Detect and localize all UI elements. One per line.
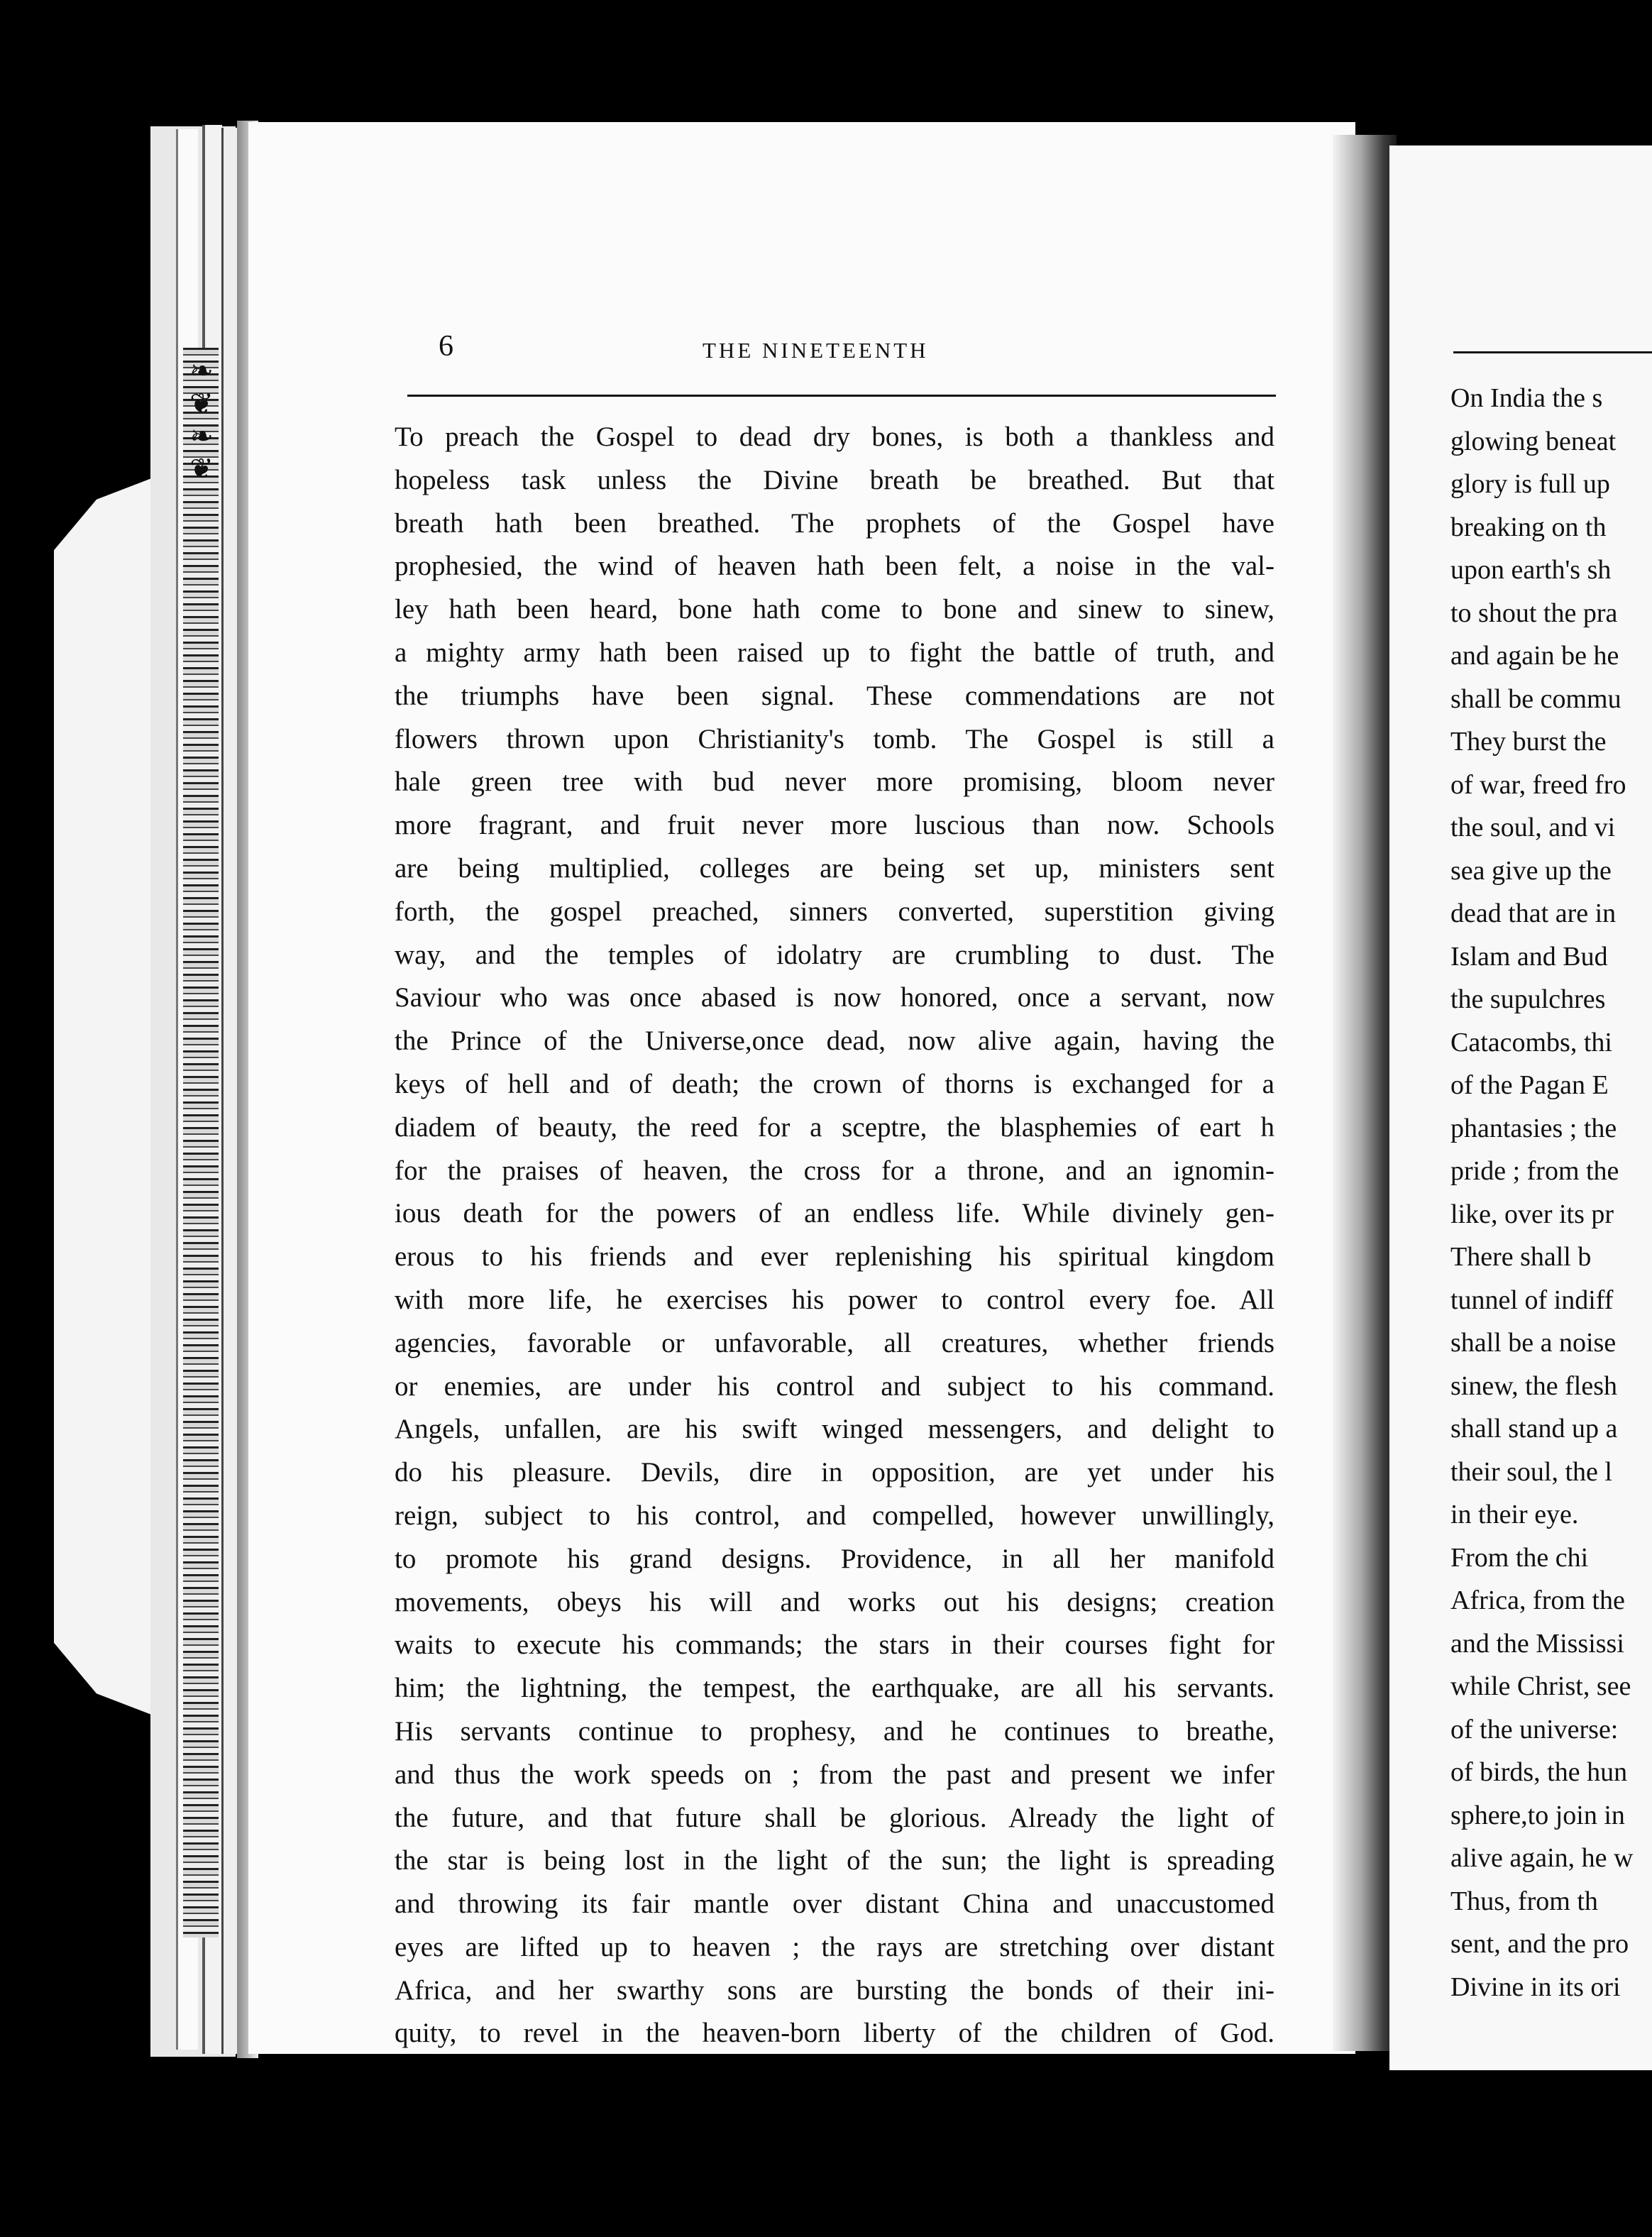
text-line: the soul, and vi xyxy=(1450,813,1616,842)
text-line: hale green tree with bud never more promising, bloom never xyxy=(395,766,1274,798)
text-line: erous to his friends and ever replenishing his spiritual kingdom xyxy=(395,1241,1274,1273)
text-line: while Christ, see xyxy=(1450,1671,1631,1701)
text-line: the triumphs have been signal. These commendations are not xyxy=(395,680,1274,711)
text-line: Africa, from the xyxy=(1450,1585,1625,1615)
gutter-shadow xyxy=(1333,135,1397,2051)
text-line: to promote his grand designs. Providence, in all her manifold xyxy=(395,1543,1274,1574)
text-line: breath hath been breathed. The prophets of the Gospel have xyxy=(395,507,1274,539)
text-line: dead that are in xyxy=(1450,898,1617,928)
text-line: Islam and Bud xyxy=(1450,941,1608,972)
text-line: the Prince of the Universe,once dead, now alive again, having the xyxy=(395,1026,1274,1057)
text-line: quity, to revel in the heaven-born liberty of the children of God. xyxy=(395,2018,1274,2049)
text-line: upon earth's sh xyxy=(1450,555,1612,585)
text-line: and thus the work speeds on ; from the past and present we infer xyxy=(395,1759,1274,1790)
text-line: Saviour who was once abased is now honored, once a servant, now xyxy=(395,982,1274,1013)
page-body-text xyxy=(395,416,1274,2055)
text-line: way, and the temples of idolatry are crumbling to dust. The xyxy=(395,939,1274,970)
text-line: of birds, the hun xyxy=(1450,1757,1628,1787)
text-line: Divine in its ori xyxy=(1450,1972,1621,2002)
text-line: breaking on th xyxy=(1450,512,1607,542)
text-line: their soul, the l xyxy=(1450,1456,1612,1487)
text-line: him; the lightning, the tempest, the earthquake, are all his servants. xyxy=(395,1673,1274,1704)
text-line: To preach the Gospel to dead dry bones, is both a thankless and xyxy=(395,422,1274,452)
text-line: sphere,to join in xyxy=(1450,1800,1625,1830)
text-line: the future, and that future shall be glorious. Already the light of xyxy=(395,1802,1274,1833)
text-line: and the Mississi xyxy=(1450,1628,1624,1659)
text-line: and throwing its fair mantle over distant China and unaccustomed xyxy=(395,1889,1274,1920)
text-line: do his pleasure. Devils, dire in opposition, are yet under his xyxy=(395,1457,1274,1488)
text-line: the supulchres xyxy=(1450,984,1606,1014)
text-line: flowers thrown upon Christianity's tomb. The Gospel is still a xyxy=(395,723,1274,754)
text-line: or enemies, are under his control and subject to his command. xyxy=(395,1370,1274,1402)
text-line: more fragrant, and fruit never more luscious than now. Schools xyxy=(395,810,1274,841)
text-line: There shall b xyxy=(1450,1242,1592,1272)
text-line: ious death for the powers of an endless life. While divinely gen- xyxy=(395,1198,1274,1229)
text-line: sea give up the xyxy=(1450,855,1612,886)
text-line: of the Pagan E xyxy=(1450,1070,1609,1100)
text-line: forth, the gospel preached, sinners converted, superstition giving xyxy=(395,896,1274,927)
text-line: are being multiplied, colleges are being set up, ministers sent xyxy=(395,852,1274,884)
text-line: of the universe: xyxy=(1450,1714,1619,1744)
text-line: tunnel of indiff xyxy=(1450,1285,1614,1315)
text-line: shall be commu xyxy=(1450,683,1621,714)
text-line: prophesied, the wind of heaven hath been felt, a noise in the val- xyxy=(395,551,1274,582)
page-number: 6 xyxy=(439,330,453,363)
text-line: reign, subject to his control, and compelled, however unwillingly, xyxy=(395,1500,1274,1531)
text-line: eyes are lifted up to heaven ; the rays are stretching over distant xyxy=(395,1931,1274,1962)
text-line: hopeless task unless the Divine breath be breathed. But that xyxy=(395,464,1274,495)
running-head: THE NINETEENTH xyxy=(703,338,929,363)
text-line: Thus, from th xyxy=(1450,1886,1598,1916)
text-line: a mighty army hath been raised up to fight the battle of truth, and xyxy=(395,637,1274,668)
text-line: shall be a noise xyxy=(1450,1328,1617,1358)
text-line: of war, freed fro xyxy=(1450,769,1626,800)
text-line: agencies, favorable or unfavorable, all creatures, whether friends xyxy=(395,1327,1274,1358)
text-line: phantasies ; the xyxy=(1450,1113,1617,1143)
text-line: Africa, and her swarthy sons are bursting the bonds of their ini- xyxy=(395,1974,1274,2006)
text-line: From the chi xyxy=(1450,1542,1589,1573)
text-line: with more life, he exercises his power to control every foe. All xyxy=(395,1284,1274,1315)
text-line: diadem of beauty, the reed for a sceptre, the blasphemies of eart h xyxy=(395,1111,1274,1143)
text-line: waits to execute his commands; the stars in their courses fight for xyxy=(395,1629,1274,1661)
text-line: for the praises of heaven, the cross for a throne, and an ignomin- xyxy=(395,1155,1274,1186)
text-line: glowing beneat xyxy=(1450,426,1617,456)
text-line: Catacombs, thi xyxy=(1450,1027,1612,1057)
text-line: movements, obeys his will and works out his designs; creation xyxy=(395,1586,1274,1617)
text-line: to shout the pra xyxy=(1450,598,1618,628)
text-line: sent, and the pro xyxy=(1450,1929,1629,1959)
text-line: On India the s xyxy=(1450,383,1603,413)
text-line: His servants continue to prophesy, and he continues to breathe, xyxy=(395,1715,1274,1747)
text-line: like, over its pr xyxy=(1450,1199,1614,1229)
spine-ornament-icon: ❧ ❦ ❧ ❦ xyxy=(189,355,214,485)
spine-decoration xyxy=(183,348,219,1938)
text-line: glory is full up xyxy=(1450,469,1610,499)
text-line: ley hath been heard, bone hath come to bone and sinew to sinew, xyxy=(395,594,1274,625)
text-line: the star is being lost in the light of the sun; the light is spreading xyxy=(395,1845,1274,1876)
text-line: in their eye. xyxy=(1450,1500,1579,1529)
right-page xyxy=(1389,145,1652,2070)
header-rule xyxy=(407,395,1276,397)
text-line: and again be he xyxy=(1450,641,1619,671)
text-line: Angels, unfallen, are his swift winged messengers, and delight to xyxy=(395,1414,1274,1445)
text-line: shall stand up a xyxy=(1450,1414,1618,1444)
text-line: keys of hell and of death; the crown of thorns is exchanged for a xyxy=(395,1068,1274,1099)
facing-page-text xyxy=(1450,377,1652,2008)
text-line: alive again, he w xyxy=(1450,1843,1634,1873)
text-line: sinew, the flesh xyxy=(1450,1370,1617,1401)
text-line: pride ; from the xyxy=(1450,1156,1619,1186)
text-line: They burst the xyxy=(1450,727,1607,757)
header-rule xyxy=(1453,351,1652,353)
